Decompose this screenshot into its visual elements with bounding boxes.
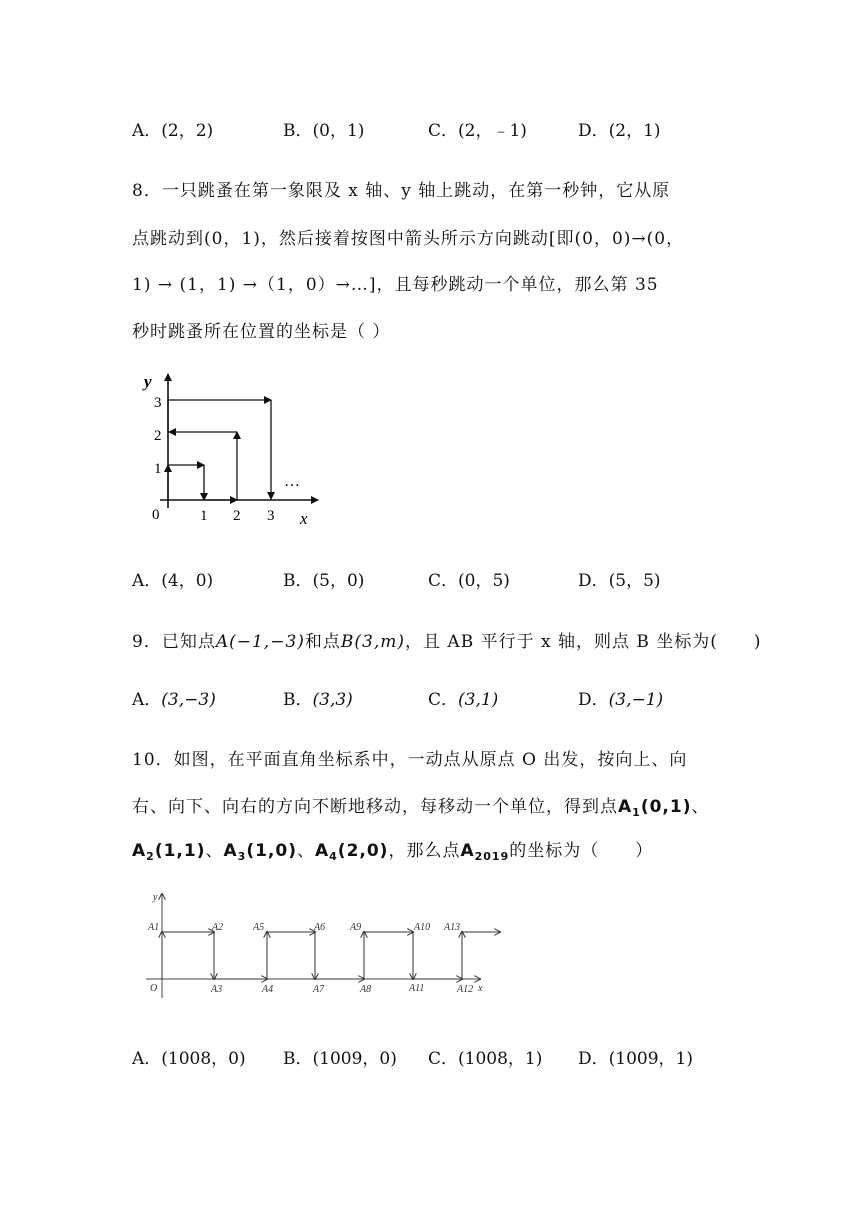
q7-option-c: C．(2，﹣1) (428, 121, 527, 141)
q8-line-3: 1) → (1，1) →（1，0）→…]，且每秒跳动一个单位，那么第 35 (132, 275, 659, 295)
q8-option-b: B．(5，0) (283, 571, 365, 591)
q8-option-c: C．(0，5) (428, 571, 510, 591)
q10-option-b: B．(1009，0) (283, 1049, 397, 1069)
q8-line-4: 秒时跳蚤所在位置的坐标是（ ） (132, 322, 391, 342)
q10-option-d: D．(1009，1) (578, 1049, 693, 1069)
q10-line-3: $A_2(1,1)$、$A_3(1,0)$、$A_4(2,0)$，那么点$A_{2019}$的坐标为（ ） (132, 841, 654, 863)
q9-option-d-value: (3,−1) (608, 690, 664, 710)
q9-option-a-value: (3,−3) (161, 690, 216, 710)
q10-y-label: y (153, 892, 158, 903)
q10-label-a1: A1 (148, 922, 160, 933)
q10-x-label: x (478, 983, 483, 994)
q10-line-2 (132, 792, 709, 819)
q8-y-label: y (144, 372, 152, 391)
q10-figure (140, 888, 510, 1003)
q9-option-d: D．(3,−1) (578, 690, 664, 710)
q10-line-3-mid: ，那么点 (388, 841, 461, 861)
q10-label-a13: A13 (444, 922, 461, 933)
q9-point-a: A(−1,−3) (215, 632, 305, 652)
q10-label-a6: A6 (314, 922, 326, 933)
q10-origin-label: O (150, 983, 158, 994)
q9-option-b-value: (3,3) (312, 690, 353, 710)
q10-option-c: C．(1008，1) (428, 1049, 543, 1069)
q10-label-a12: A12 (457, 984, 474, 995)
q10-point-a4: $A_4(2,0)$ (314, 841, 389, 863)
q9-option-c: C．(3,1) (428, 690, 499, 710)
q10-line-2-end: 、 (691, 797, 710, 817)
q9-suffix: ，且 AB 平行于 x 轴，则点 B 坐标为( ) (405, 632, 762, 652)
q9-option-c-value: (3,1) (458, 690, 499, 710)
q10-label-a11: A11 (409, 983, 425, 994)
q10-label-a2: A2 (212, 922, 224, 933)
q8-figure (140, 368, 340, 528)
q8-y-tick-1: 1 (154, 461, 162, 477)
q7-option-b: B．(0，1) (283, 121, 365, 141)
q8-x-tick-2: 2 (233, 508, 241, 524)
q10-point-a1: $A_1(0,1)$ (618, 797, 692, 819)
q10-point-a3: $A_3(1,0)$ (223, 841, 297, 863)
q9-prefix: 9．已知点 (132, 632, 216, 652)
q8-origin-label: 0 (152, 507, 160, 523)
q10-point-a2019: $A_{2019}$ (460, 841, 510, 863)
q10-line-2-text: 右、向下、向右的方向不断地移动，每移动一个单位，得到点 (132, 797, 618, 817)
q8-line-2: 点跳动到(0，1)，然后接着按图中箭头所示方向跳动[即(0，0)→(0， (132, 229, 685, 249)
q8-ellipsis: … (284, 473, 300, 490)
q8-y-tick-2: 2 (154, 428, 162, 444)
q10-label-a3: A3 (211, 984, 223, 995)
q8-x-label: x (300, 509, 308, 528)
q8-x-tick-3: 3 (267, 508, 275, 524)
q10-label-a8: A8 (360, 984, 372, 995)
q10-label-a5: A5 (253, 922, 265, 933)
q9-option-a: A．(3,−3) (132, 690, 216, 710)
q10-label-a4: A4 (262, 984, 274, 995)
q9-option-b: B．(3,3) (283, 690, 353, 710)
q10-label-a10: A10 (414, 922, 431, 933)
q8-line-1: 8．一只跳蚤在第一象限及 x 轴、y 轴上跳动，在第一秒钟，它从原 (132, 181, 671, 201)
q10-label-a9: A9 (350, 922, 362, 933)
q10-option-a: A．(1008，0) (132, 1049, 246, 1069)
q8-x-tick-1: 1 (200, 508, 208, 524)
q8-y-tick-3: 3 (154, 395, 162, 411)
q9-line (132, 627, 762, 652)
q10-line-3-end: 的坐标为（ ） (509, 841, 654, 861)
q10-line-1: 10．如图，在平面直角坐标系中，一动点从原点 O 出发，按向上、向 (132, 750, 688, 770)
q9-point-b: B(3,m) (340, 632, 406, 652)
q10-label-a7: A7 (313, 984, 325, 995)
q10-point-a2: $A_2(1,1)$ (132, 841, 206, 863)
q7-option-a: A．(2，2) (132, 121, 214, 141)
q9-middle: 和点 (304, 632, 341, 652)
q7-option-d: D．(2，1) (578, 121, 661, 141)
q8-option-d: D．(5，5) (578, 571, 661, 591)
q8-option-a: A．(4，0) (132, 571, 214, 591)
